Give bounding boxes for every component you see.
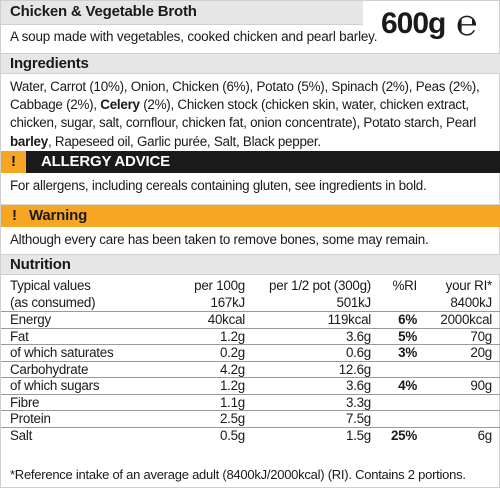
per-100g-value: 1.2g <box>219 328 245 344</box>
table-row <box>1 378 500 395</box>
nutrient-label: of which sugars <box>10 378 100 393</box>
table-row <box>1 345 500 362</box>
warning-banner <box>1 204 500 227</box>
per-100g-value: 40kcal <box>207 312 245 327</box>
your-ri-value: 6g <box>477 427 492 443</box>
your-ri-value: 20g <box>470 345 492 360</box>
nutrition-header-row <box>1 278 500 312</box>
ri-percent: 5% <box>398 328 417 344</box>
per-pot-value: 1.5g <box>345 427 371 443</box>
per-100g-value: 0.2g <box>219 345 245 360</box>
ingredients-text: (2%), Chicken stock (chicken skin, water, chicken extract, chicken, sugar, salt, cornflour, chicken fat, onion concentrate), Potato starch, Pearl <box>10 97 477 131</box>
nutrient-label: Salt <box>10 427 33 443</box>
per-pot-value: 3.3g <box>345 394 371 410</box>
per-100g-value: 1.2g <box>219 378 245 393</box>
your-ri-value: 90g <box>470 378 492 393</box>
your-ri-value: 2000kcal <box>440 312 492 327</box>
per-100g-value: 0.5g <box>219 427 245 443</box>
warning-heading: Warning <box>29 207 88 224</box>
per-pot-header: per 1/2 pot (300g) <box>269 278 371 293</box>
table-row <box>1 362 500 379</box>
per-pot-value: 3.6g <box>345 328 371 344</box>
per-pot-value: 0.6g <box>345 345 371 360</box>
product-title: Chicken & Vegetable Broth <box>1 1 363 25</box>
ingredients-list <box>10 78 496 151</box>
table-row <box>1 428 500 445</box>
per-pot-value: 119kcal <box>327 312 371 327</box>
as-consumed-label: (as consumed) <box>10 294 96 310</box>
per-100g-energy-kj: 167kJ <box>210 294 245 310</box>
ri-percent: 4% <box>398 378 417 393</box>
nutrient-label: Energy <box>10 312 51 327</box>
product-description: A soup made with vegetables, cooked chicken and pearl barley. <box>10 29 378 44</box>
per-pot-value: 3.6g <box>345 378 371 393</box>
nutrition-table <box>1 278 500 444</box>
allergy-advice-heading: ALLERGY ADVICE <box>41 153 170 170</box>
table-row <box>1 411 500 428</box>
nutrient-label: Protein <box>10 411 51 426</box>
per-pot-value: 12.6g <box>338 361 371 377</box>
nutrient-label: of which saturates <box>10 345 114 360</box>
typical-values-label: Typical values <box>10 278 91 293</box>
warning-text: Although every care has been taken to remove bones, some may remain. <box>10 232 429 247</box>
per-100g-header: per 100g <box>194 278 245 293</box>
nutrient-label: Fat <box>10 328 29 344</box>
allergy-advice-text: For allergens, including cereals containing gluten, see ingredients in bold. <box>10 178 427 193</box>
per-100g-value: 1.1g <box>219 394 245 410</box>
nutrition-heading: Nutrition <box>1 254 500 275</box>
ri-percent: 3% <box>398 345 417 360</box>
table-row <box>1 312 500 329</box>
nutrient-label: Carbohydrate <box>10 361 89 377</box>
ri-percent: 6% <box>398 312 417 327</box>
your-ri-value: 70g <box>470 328 492 344</box>
e-mark-icon: ℮ <box>456 3 478 44</box>
ingredients-heading: Ingredients <box>1 53 500 74</box>
per-pot-energy-kj: 501kJ <box>336 294 371 310</box>
per-100g-value: 2.5g <box>219 411 245 426</box>
allergy-advice-banner <box>1 151 500 173</box>
per-100g-value: 4.2g <box>219 361 245 377</box>
label-header <box>1 1 500 51</box>
table-row <box>1 329 500 346</box>
your-ri-energy-kj: 8400kJ <box>450 294 492 310</box>
ingredients-text: Water, Carrot (10%), Onion, Chicken (6%), Potato (5%), Spinach (2%), Peas (2%), Cabbage (2%), <box>10 79 480 113</box>
table-row <box>1 395 500 412</box>
ri-percent: 25% <box>390 427 417 443</box>
ri-header: %RI <box>392 278 417 293</box>
allergen-celery: Celery <box>100 97 140 113</box>
allergen-barley: barley <box>10 133 48 149</box>
per-pot-value: 7.5g <box>345 411 371 426</box>
exclamation-icon: ! <box>12 207 17 224</box>
nutrient-label: Fibre <box>10 394 40 410</box>
net-weight: 600g <box>381 7 446 40</box>
reference-intake-footnote: *Reference intake of an average adult (8400kJ/2000kcal) (RI). Contains 2 portions. <box>10 467 466 482</box>
your-ri-header: your RI* <box>445 278 492 293</box>
exclamation-icon: ! <box>1 151 26 173</box>
ingredients-text: , Rapeseed oil, Garlic purée, Salt, Black pepper. <box>47 133 321 149</box>
